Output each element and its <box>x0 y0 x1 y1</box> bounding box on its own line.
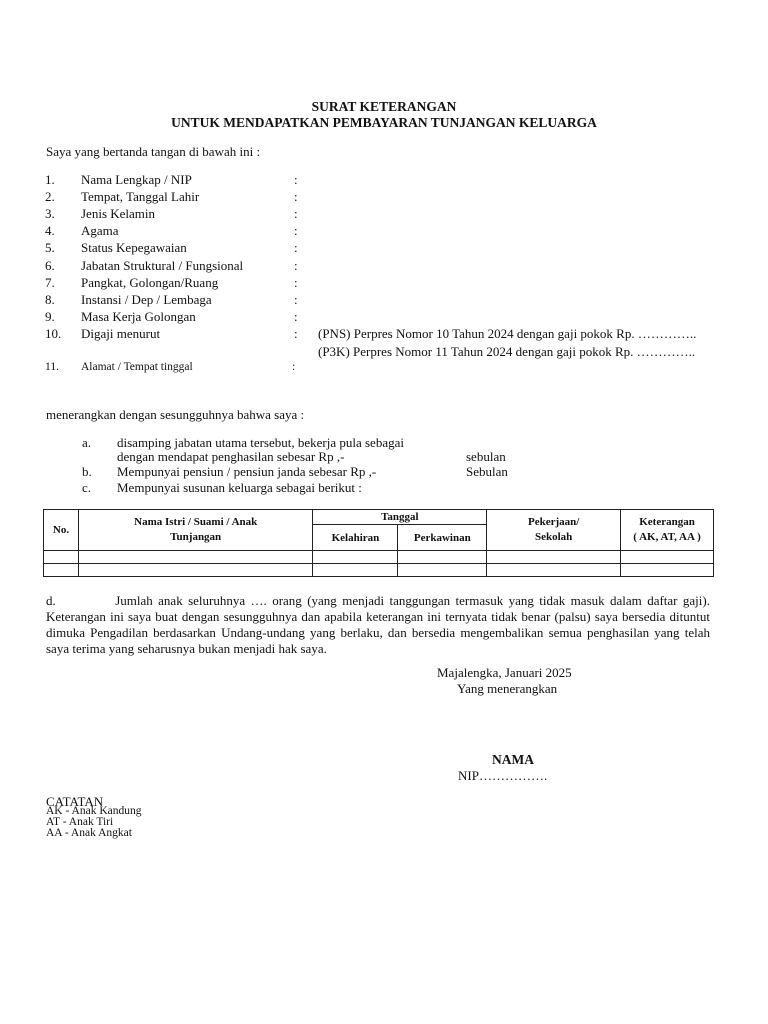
table-cell <box>398 564 487 577</box>
field-label: Tempat, Tanggal Lahir <box>81 189 200 204</box>
header-name <box>78 510 313 551</box>
field-number: 4. <box>45 223 55 238</box>
salary-p3k-text: (P3K) Perpres Nomor 11 Tahun 2024 dengan gaji pokok Rp. ………….. <box>318 344 696 359</box>
document-title: SURAT KETERANGAN <box>311 99 457 114</box>
field-label: Alamat / Tempat tinggal <box>81 361 193 373</box>
field-label: Nama Lengkap / NIP <box>81 172 192 187</box>
point-a-letter: a. <box>82 435 92 450</box>
table-cell <box>621 564 714 577</box>
point-b-letter: b. <box>82 464 92 479</box>
field-colon: : <box>294 223 298 238</box>
table-cell <box>398 551 487 564</box>
field-number: 1. <box>45 172 55 187</box>
note-item: AT - Anak Tiri <box>46 816 114 828</box>
header-name-line1: Nama Istri / Suami / Anak <box>134 516 258 528</box>
field-label: Masa Kerja Golongan <box>81 309 196 324</box>
field-number: 2. <box>45 189 55 204</box>
point-a-suffix: sebulan <box>466 449 506 464</box>
field-number: 10. <box>45 326 62 341</box>
table-cell <box>487 564 621 577</box>
table-cell <box>44 564 79 577</box>
header-tanggal: Tanggal <box>313 510 487 525</box>
table-cell <box>487 551 621 564</box>
point-b-suffix: Sebulan <box>466 464 508 479</box>
field-label: Jabatan Struktural / Fungsional <box>81 258 244 273</box>
header-keterangan-line2: ( AK, AT, AA ) <box>633 531 701 543</box>
header-keterangan <box>621 510 714 551</box>
salary-pns-text: (PNS) Perpres Nomor 10 Tahun 2024 dengan gaji pokok Rp. ………….. <box>318 326 697 341</box>
header-keterangan-line1: Keterangan <box>639 516 695 528</box>
field-colon: : <box>294 258 298 273</box>
table-cell <box>78 551 313 564</box>
note-item: AK - Anak Kandung <box>46 805 142 817</box>
field-colon: : <box>294 326 298 341</box>
field-label: Agama <box>81 223 119 238</box>
point-b-text: Mempunyai pensiun / pensiun janda sebesar Rp ,- <box>117 464 377 479</box>
field-colon: : <box>292 361 296 373</box>
field-number: 7. <box>45 275 55 290</box>
table-cell <box>621 551 714 564</box>
table-cell <box>313 551 398 564</box>
table-cell <box>313 564 398 577</box>
point-a-line1: disamping jabatan utama tersebut, bekerja pula sebagai <box>117 435 404 450</box>
field-label: Pangkat, Golongan/Ruang <box>81 275 219 290</box>
note-item: AA - Anak Angkat <box>46 827 132 839</box>
field-number: 11. <box>45 361 59 373</box>
field-label: Jenis Kelamin <box>81 206 156 221</box>
point-c-text: Mempunyai susunan keluarga sebagai berikut : <box>117 480 362 495</box>
point-c-letter: c. <box>82 480 92 495</box>
field-label: Digaji menurut <box>81 326 161 341</box>
header-no: No. <box>44 510 79 551</box>
point-a-line2: dengan mendapat penghasilan sebesar Rp ,- <box>117 449 345 464</box>
field-label: Instansi / Dep / Lembaga <box>81 292 212 307</box>
notes-heading: CATATAN <box>46 794 104 809</box>
field-colon: : <box>294 309 298 324</box>
header-name-line2: Tunjangan <box>170 531 222 543</box>
field-label: Status Kepegawaian <box>81 240 187 255</box>
table-cell <box>78 564 313 577</box>
place-date: Majalengka, Januari 2025 <box>437 665 572 680</box>
field-number: 8. <box>45 292 55 307</box>
intro-text: Saya yang bertanda tangan di bawah ini : <box>46 144 261 159</box>
table-cell <box>44 551 79 564</box>
field-colon: : <box>294 292 298 307</box>
header-pekerjaan-line1: Pekerjaan/ <box>527 516 580 528</box>
field-number: 5. <box>45 240 55 255</box>
signer-nip: NIP……………. <box>458 768 548 783</box>
field-colon: : <box>294 189 298 204</box>
table-row <box>44 551 714 564</box>
header-pekerjaan-line2: Sekolah <box>535 531 573 543</box>
table-header-row <box>44 510 714 525</box>
field-colon: : <box>294 172 298 187</box>
statement-text: menerangkan dengan sesungguhnya bahwa saya : <box>46 407 305 422</box>
field-number: 3. <box>45 206 55 221</box>
field-colon: : <box>294 240 298 255</box>
field-colon: : <box>294 275 298 290</box>
field-number: 6. <box>45 258 55 273</box>
header-kelahiran: Kelahiran <box>313 525 398 551</box>
document-subtitle: UNTUK MENDAPATKAN PEMBAYARAN TUNJANGAN KELUARGA <box>171 115 597 130</box>
signer-name: NAMA <box>492 752 534 767</box>
declaration-paragraph: d. Jumlah anak seluruhnya …. orang (yang menjadi tanggungan termasuk yang tidak masuk dalam daftar gaji). Keterangan ini saya buat dengan sesungguhnya dan apabila keterangan ini ternyata tidak benar (palsu) saya bersedia dituntut dimuka Pengadilan berdasarkan Undang-undang yang berlaku, dan bersedia mengembalikan semua penghasilan yang telah saya terima yang seharusnya bukan menjadi hak saya. <box>46 593 714 656</box>
field-colon: : <box>294 206 298 221</box>
signer-role: Yang menerangkan <box>457 681 558 696</box>
header-perkawinan: Perkawinan <box>398 525 487 551</box>
field-number: 9. <box>45 309 55 324</box>
header-pekerjaan <box>487 510 621 551</box>
family-table <box>43 509 714 577</box>
table-row <box>44 564 714 577</box>
